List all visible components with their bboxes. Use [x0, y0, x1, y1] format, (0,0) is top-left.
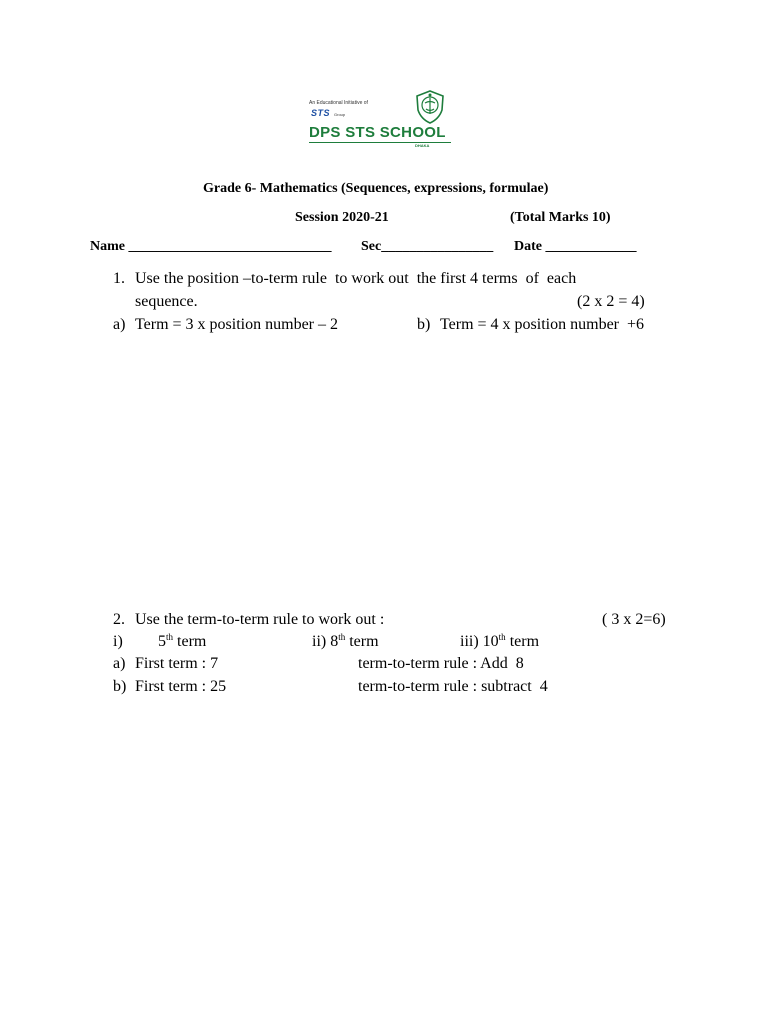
- sts-group-sub: Group: [334, 112, 346, 117]
- school-emblem-icon: [415, 90, 445, 124]
- name-field[interactable]: Name _____________________________: [90, 239, 332, 254]
- q2-part-ii-label: ii) 8: [312, 633, 339, 650]
- q2-part-iii-word: term: [505, 633, 540, 650]
- q1a-text: Term = 3 x position number – 2: [135, 316, 338, 333]
- q1b-label: b): [417, 316, 431, 333]
- q2a-rule: term-to-term rule : Add 8: [358, 655, 524, 672]
- q1-marks: (2 x 2 = 4): [577, 293, 645, 310]
- q1-number: 1.: [113, 270, 125, 287]
- q2b-label: b): [113, 678, 127, 695]
- date-field[interactable]: Date _____________: [514, 239, 637, 254]
- q2-part-iii-label: iii) 10: [460, 633, 499, 650]
- school-logo: [307, 90, 453, 148]
- q2-marks: ( 3 x 2=6): [602, 611, 666, 628]
- logo-underline: [309, 142, 451, 143]
- q2-number: 2.: [113, 611, 125, 628]
- q1a-label: a): [113, 316, 126, 333]
- q2a-label: a): [113, 655, 126, 672]
- q1-text-line1: Use the position –to-term rule to work out the first 4 terms of each: [135, 270, 577, 287]
- q2-part-iii-suffix: th: [498, 632, 506, 642]
- q2b-rule: term-to-term rule : subtract 4: [358, 678, 548, 695]
- q1-text-line2: sequence.: [135, 293, 198, 310]
- total-marks-label: (Total Marks 10): [510, 210, 611, 225]
- school-city: DHAKA: [415, 143, 430, 148]
- q2-part-ii-suffix: th: [338, 632, 346, 642]
- q2-part-ii: [312, 633, 379, 651]
- q2-part-i-word: term: [173, 633, 207, 650]
- q2-part-i-suffix: th: [166, 632, 174, 642]
- q1b-text: Term = 4 x position number +6: [440, 316, 645, 333]
- section-field[interactable]: Sec________________: [361, 239, 494, 254]
- q2-text: Use the term-to-term rule to work out :: [135, 611, 385, 628]
- q2-part-i: [158, 633, 206, 651]
- logo-tagline: An Educational Initiative of: [309, 100, 368, 106]
- q2b-first-term: First term : 25: [135, 678, 227, 695]
- q2-part-i-label: i): [113, 633, 123, 650]
- sts-group-logo: STS: [311, 108, 331, 118]
- q2-part-iii: [460, 633, 539, 651]
- school-name: DPS STS SCHOOL: [309, 124, 446, 141]
- q2-part-i-number: 5: [158, 633, 166, 650]
- session-label: Session 2020-21: [295, 210, 389, 225]
- worksheet-title: Grade 6- Mathematics (Sequences, expressions, formulae): [203, 181, 549, 196]
- q2a-first-term: First term : 7: [135, 655, 219, 672]
- q2-part-ii-word: term: [345, 633, 379, 650]
